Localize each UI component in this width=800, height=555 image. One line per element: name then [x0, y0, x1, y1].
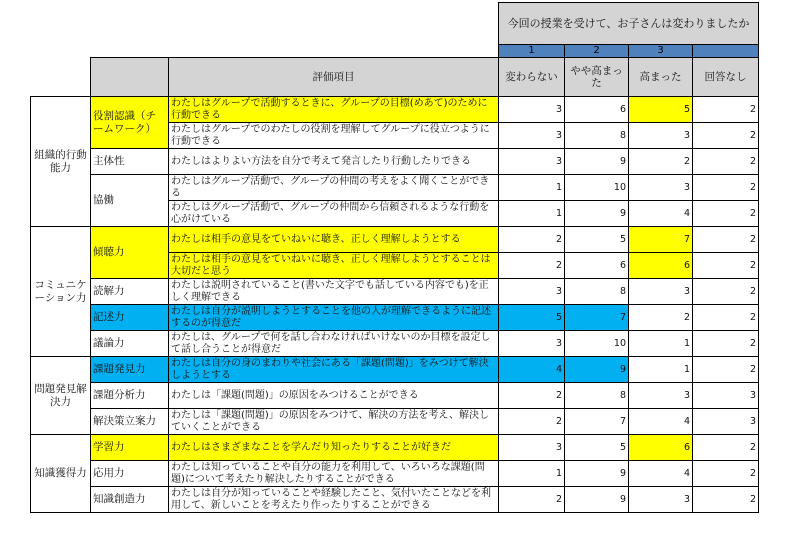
- table-row: [31, 461, 759, 487]
- response-count: 10: [565, 331, 629, 357]
- eval-description: わたしは自分が知っていることや経験したこと、気付いたことなどを利用して、新しいことを考えたり作ったりすることができる: [169, 487, 499, 513]
- table-row: [31, 383, 759, 409]
- response-count: 3: [629, 383, 693, 409]
- survey-results-table: [30, 2, 759, 513]
- response-count: 9: [565, 487, 629, 513]
- response-count: 3: [499, 149, 565, 175]
- col-label-unchanged: 変わらない: [499, 58, 565, 97]
- col-number-blank: [693, 45, 759, 58]
- category-label: 問題発見解決力: [31, 357, 91, 435]
- response-count: 2: [499, 227, 565, 253]
- response-count: 2: [693, 253, 759, 279]
- response-count: 4: [499, 357, 565, 383]
- response-count: 2: [693, 97, 759, 123]
- eval-item-label: 傾聴力: [91, 227, 169, 279]
- response-count: 3: [629, 279, 693, 305]
- eval-item-label: 課題発見力: [91, 357, 169, 383]
- question-header: 今回の授業を受けて、お子さんは変わりましたか: [499, 3, 759, 45]
- response-count: 3: [499, 435, 565, 461]
- response-count: 1: [499, 201, 565, 227]
- blank-corner: [31, 3, 499, 45]
- response-count: 2: [693, 435, 759, 461]
- response-count: 2: [693, 331, 759, 357]
- eval-item-label: 役割認識（チームワーク）: [91, 97, 169, 149]
- response-count: 8: [565, 279, 629, 305]
- blank-cell: [91, 45, 169, 58]
- response-count: 8: [565, 383, 629, 409]
- response-count: 2: [693, 201, 759, 227]
- eval-item-header: 評価項目: [169, 58, 499, 97]
- response-count: 6: [629, 435, 693, 461]
- response-count: 1: [499, 461, 565, 487]
- response-count: 2: [693, 305, 759, 331]
- response-count: 3: [693, 409, 759, 435]
- eval-item-label: 学習力: [91, 435, 169, 461]
- response-count: 5: [499, 305, 565, 331]
- eval-description: わたしは「課題(問題)」の原因をみつけて、解決の方法を考え、解決していくことができる: [169, 409, 499, 435]
- eval-description: わたしはグループでのわたしの役割を理解してグループに役立つように行動できる: [169, 123, 499, 149]
- response-count: 10: [565, 175, 629, 201]
- response-count: 3: [629, 487, 693, 513]
- table-row: [31, 435, 759, 461]
- response-count: 3: [629, 175, 693, 201]
- response-count: 2: [629, 305, 693, 331]
- response-count: 6: [629, 253, 693, 279]
- response-count: 4: [629, 461, 693, 487]
- eval-description: わたしは説明されていること(書いた文字でも話している内容でも)を正しく理解できる: [169, 279, 499, 305]
- table-row: [31, 409, 759, 435]
- table-row: [31, 279, 759, 305]
- eval-description: わたしは相手の意見をていねいに聴き、正しく理解しようとすることは大切だと思う: [169, 253, 499, 279]
- col-label-no-answer: 回答なし: [693, 58, 759, 97]
- response-count: 5: [565, 227, 629, 253]
- eval-item-label: 協働: [91, 175, 169, 227]
- response-count: 4: [629, 409, 693, 435]
- table-row: [31, 97, 759, 123]
- response-count: 2: [499, 409, 565, 435]
- eval-description: わたしはグループで活動するときに、グループの目標(めあて)のために行動できる: [169, 97, 499, 123]
- response-count: 9: [565, 357, 629, 383]
- response-count: 2: [693, 123, 759, 149]
- blank-cell: [169, 45, 499, 58]
- col-number-1: 1: [499, 45, 565, 58]
- response-count: 2: [693, 227, 759, 253]
- response-count: 4: [629, 201, 693, 227]
- response-count: 3: [693, 383, 759, 409]
- response-count: 9: [565, 149, 629, 175]
- eval-description: わたしはさまざまなことを学んだり知ったりすることが好きだ: [169, 435, 499, 461]
- table-row: [31, 331, 759, 357]
- eval-item-label: 知識創造力: [91, 487, 169, 513]
- col-label-improved: 高まった: [629, 58, 693, 97]
- category-label: コミュニケーション力: [31, 227, 91, 357]
- eval-description: わたしは相手の意見をていねいに聴き、正しく理解しようとする: [169, 227, 499, 253]
- eval-item-label: 読解力: [91, 279, 169, 305]
- response-count: 1: [499, 175, 565, 201]
- col-label-slightly-improved: やや高まった: [565, 58, 629, 97]
- table-row: [31, 487, 759, 513]
- response-count: 3: [499, 279, 565, 305]
- survey-body: [31, 97, 759, 513]
- table-row: [31, 357, 759, 383]
- table-row: [31, 305, 759, 331]
- response-count: 1: [629, 331, 693, 357]
- eval-description: わたしはよりよい方法を自分で考えて発言したり行動したりできる: [169, 149, 499, 175]
- eval-description: わたしは自分の身のまわりや社会にある「課題(問題)」をみつけて解決しようとする: [169, 357, 499, 383]
- response-count: 2: [499, 487, 565, 513]
- col-number-2: 2: [565, 45, 629, 58]
- response-count: 2: [499, 253, 565, 279]
- blank-cell: [31, 45, 91, 58]
- eval-description: わたしは「課題(問題)」の原因をみつけることができる: [169, 383, 499, 409]
- response-count: 7: [565, 305, 629, 331]
- item-header: [91, 58, 169, 97]
- response-count: 5: [565, 435, 629, 461]
- blank-cell: [31, 58, 91, 97]
- response-count: 2: [693, 461, 759, 487]
- response-count: 2: [693, 279, 759, 305]
- table-row: [31, 227, 759, 253]
- response-count: 6: [565, 97, 629, 123]
- eval-description: わたしは、グループで何を話し合わなければいけないのか目標を設定して話し合うことが得意だ: [169, 331, 499, 357]
- eval-item-label: 解決策立案力: [91, 409, 169, 435]
- response-count: 3: [499, 97, 565, 123]
- eval-item-label: 応用力: [91, 461, 169, 487]
- eval-item-label: 主体性: [91, 149, 169, 175]
- eval-description: わたしはグループ活動で、グループの仲間から信頼されるような行動を心がけている: [169, 201, 499, 227]
- table-row: [31, 149, 759, 175]
- response-count: 2: [499, 383, 565, 409]
- response-count: 2: [693, 487, 759, 513]
- response-count: 7: [565, 409, 629, 435]
- response-count: 9: [565, 201, 629, 227]
- response-count: 3: [499, 331, 565, 357]
- response-count: 3: [499, 123, 565, 149]
- table-row: [31, 175, 759, 201]
- eval-description: わたしはグループ活動で、グループの仲間の考えをよく聞くことができる: [169, 175, 499, 201]
- response-count: 5: [629, 97, 693, 123]
- response-count: 2: [629, 149, 693, 175]
- eval-description: わたしは知っていることや自分の能力を利用して、いろいろな課題(問題)について考えたり解決したりすることができる: [169, 461, 499, 487]
- response-count: 2: [693, 175, 759, 201]
- response-count: 7: [629, 227, 693, 253]
- response-count: 6: [565, 253, 629, 279]
- response-count: 3: [629, 123, 693, 149]
- eval-item-label: 課題分析力: [91, 383, 169, 409]
- category-label: 知識獲得力: [31, 435, 91, 513]
- response-count: 8: [565, 123, 629, 149]
- response-count: 9: [565, 461, 629, 487]
- eval-item-label: 記述力: [91, 305, 169, 331]
- category-label: 組織的行動能力: [31, 97, 91, 227]
- response-count: 1: [629, 357, 693, 383]
- eval-item-label: 議論力: [91, 331, 169, 357]
- col-number-3: 3: [629, 45, 693, 58]
- response-count: 2: [693, 357, 759, 383]
- response-count: 2: [693, 149, 759, 175]
- eval-description: わたしは自分が説明しようとすることを他の人が理解できるように記述するのが得意だ: [169, 305, 499, 331]
